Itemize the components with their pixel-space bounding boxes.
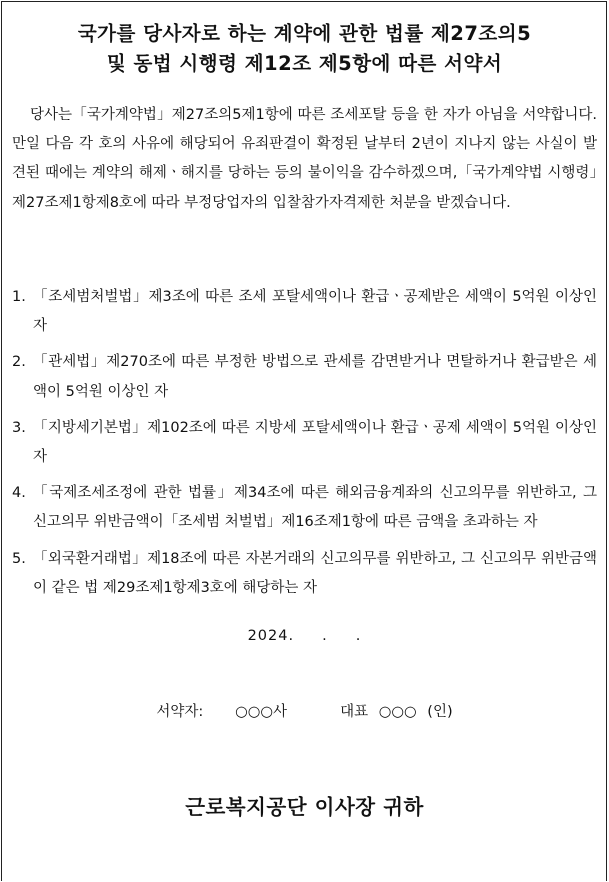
list-item [12,414,597,472]
list-item [12,348,597,406]
intro-paragraph: 당사는「국가계약법」제27조의5제1항에 따른 조세포탈 등을 한 자가 아님을 서약합니다. 만일 다음 각 호의 사유에 해당되어 유죄판결이 확정된 날부터 2년이 지나지 않는 사실이 발견된 때에는 계약의 해제ㆍ해지를 당하는 등의 불이익을 감수하겠으며,「국가계약법 시행령」제27조제1항제8호에 따라 부정당업자의 입찰참가자격제한 처분을 받겠습니다. [12,107,597,211]
document-title [0,19,609,79]
intro-section [12,101,597,218]
signature-line: 서약자: ○○○사 대표 ○○○ (인) [156,704,453,720]
title-line-2: 및 동법 시행령 제12조 제5항에 따른 서약서 [106,52,503,75]
item-text: 「외국환거래법」제18조에 따른 자본거래의 신고의무를 위반하고, 그 신고의무 위반금액이 같은 법 제29조제1항제3호에 해당하는 자 [33,550,597,596]
item-text: 「조세범처벌법」제3조에 따른 조세 포탈세액이나 환급ㆍ공제받은 세액이 5억원 이상인 자 [33,289,597,335]
item-number: 2. [12,354,26,371]
list-item [12,545,597,603]
date-line: 2024. . . [247,628,362,644]
item-number: 4. [12,485,26,502]
list-item [12,479,597,537]
item-number: 5. [12,550,26,567]
item-number: 1. [12,289,26,305]
condition-list [12,283,597,610]
item-text: 「국제조세조정에 관한 법률」제34조에 따른 해외금융계좌의 신고의무를 위반하고, 그 신고의무 위반금액이「조세범 처벌법」제16조제1항에 따른 금액을 초과하는 자 [33,485,597,531]
item-text: 「지방세기본법」제102조에 따른 지방세 포탈세액이나 환급ㆍ공제 세액이 5억원 이상인 자 [33,419,597,466]
list-item [12,283,597,341]
item-number: 3. [12,419,26,436]
title-line-1: 국가를 당사자로 하는 계약에 관한 법률 제27조의5 [77,22,532,45]
item-text: 「관세법」제270조에 따른 부정한 방법으로 관세를 감면받거나 면탈하거나 환급받은 세액이 5억원 이상인 자 [33,354,597,400]
recipient-line: 근로복지공단 이사장 귀하 [185,795,424,819]
